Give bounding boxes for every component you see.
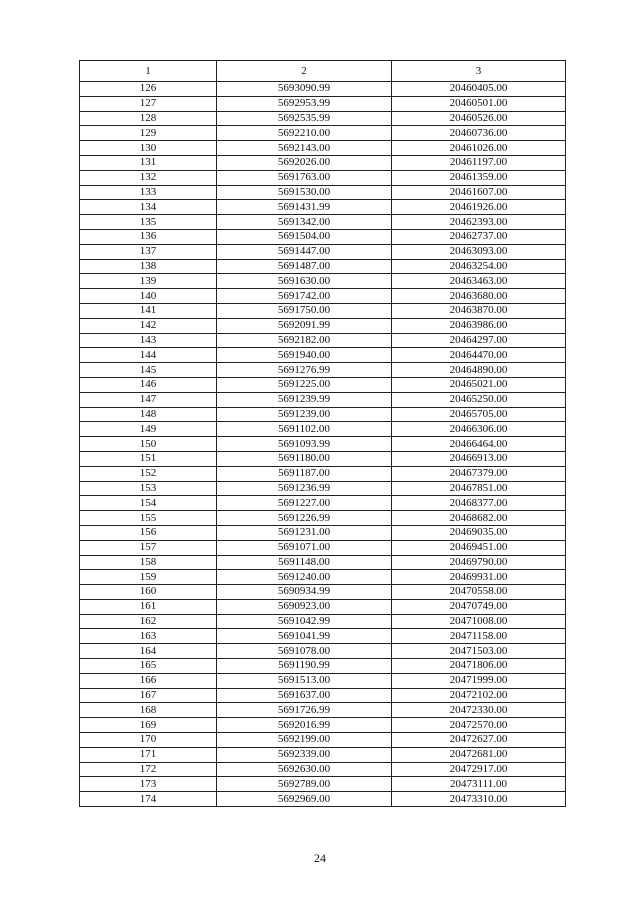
table-cell-col-2: 5691487.00 [217,259,392,274]
table-row [80,392,566,407]
column-header-1: 1 [80,61,217,82]
table-row [80,540,566,555]
table-cell-col-3: 20463986.00 [392,318,566,333]
table-row [80,96,566,111]
table-cell-col-3: 20469931.00 [392,570,566,585]
table-row [80,274,566,289]
table-row [80,733,566,748]
table-cell-col-2: 5692143.00 [217,141,392,156]
table-cell-col-1: 128 [80,111,217,126]
table-row [80,185,566,200]
page-number: 24 [314,851,326,865]
table-cell-col-3: 20461026.00 [392,141,566,156]
table-cell-col-2: 5691742.00 [217,289,392,304]
table-cell-col-1: 163 [80,629,217,644]
table-cell-col-2: 5691726.99 [217,703,392,718]
table-cell-col-2: 5691342.00 [217,215,392,230]
table-cell-col-3: 20469451.00 [392,540,566,555]
table-row [80,570,566,585]
table-cell-col-2: 5692182.00 [217,333,392,348]
table-cell-col-3: 20463870.00 [392,303,566,318]
table-row [80,762,566,777]
table-row [80,422,566,437]
table-cell-col-1: 152 [80,466,217,481]
table-cell-col-2: 5691750.00 [217,303,392,318]
table-cell-col-1: 126 [80,82,217,97]
table-row [80,111,566,126]
table-row [80,170,566,185]
table-cell-col-3: 20471806.00 [392,659,566,674]
table-cell-col-3: 20471008.00 [392,614,566,629]
table-cell-col-1: 158 [80,555,217,570]
table-row [80,792,566,807]
table-cell-col-2: 5691231.00 [217,525,392,540]
table-cell-col-2: 5691239.99 [217,392,392,407]
table-cell-col-3: 20461197.00 [392,155,566,170]
table-cell-col-3: 20465021.00 [392,377,566,392]
table-cell-col-3: 20472330.00 [392,703,566,718]
table-row [80,718,566,733]
table-cell-col-3: 20472917.00 [392,762,566,777]
table-cell-col-1: 127 [80,96,217,111]
table-row [80,555,566,570]
table-cell-col-1: 140 [80,289,217,304]
table-cell-col-1: 156 [80,525,217,540]
table-cell-col-2: 5691530.00 [217,185,392,200]
table-cell-col-1: 161 [80,599,217,614]
table-cell-col-1: 131 [80,155,217,170]
table-cell-col-3: 20463254.00 [392,259,566,274]
table-row [80,155,566,170]
table-cell-col-1: 166 [80,673,217,688]
table-cell-col-2: 5692789.00 [217,777,392,792]
table-cell-col-2: 5693090.99 [217,82,392,97]
table-cell-col-2: 5691940.00 [217,348,392,363]
table-cell-col-1: 130 [80,141,217,156]
table-cell-col-1: 141 [80,303,217,318]
table-row [80,525,566,540]
table-cell-col-3: 20465705.00 [392,407,566,422]
table-cell-col-2: 5690923.00 [217,599,392,614]
table-row [80,585,566,600]
table-cell-col-3: 20469790.00 [392,555,566,570]
table-row [80,777,566,792]
table-cell-col-1: 138 [80,259,217,274]
column-header-2: 2 [217,61,392,82]
table-row [80,200,566,215]
table-cell-col-1: 170 [80,733,217,748]
table-cell-col-2: 5691236.99 [217,481,392,496]
table-cell-col-1: 143 [80,333,217,348]
table-cell-col-1: 147 [80,392,217,407]
table-cell-col-1: 129 [80,126,217,141]
table-cell-col-1: 159 [80,570,217,585]
table-cell-col-2: 5691148.00 [217,555,392,570]
table-cell-col-3: 20460501.00 [392,96,566,111]
table-cell-col-1: 146 [80,377,217,392]
table-row [80,466,566,481]
table-cell-col-2: 5691226.99 [217,511,392,526]
table-cell-col-1: 164 [80,644,217,659]
table-row [80,215,566,230]
table-cell-col-3: 20467379.00 [392,466,566,481]
table-cell-col-1: 142 [80,318,217,333]
table-cell-col-1: 148 [80,407,217,422]
table-row [80,644,566,659]
table-cell-col-1: 134 [80,200,217,215]
table-cell-col-1: 136 [80,229,217,244]
table-cell-col-1: 135 [80,215,217,230]
table-cell-col-1: 139 [80,274,217,289]
table-cell-col-2: 5692210.00 [217,126,392,141]
table-row [80,363,566,378]
table-cell-col-1: 168 [80,703,217,718]
table-cell-col-3: 20470749.00 [392,599,566,614]
table-cell-col-3: 20462393.00 [392,215,566,230]
table-row [80,599,566,614]
table-cell-col-2: 5690934.99 [217,585,392,600]
table-cell-col-1: 137 [80,244,217,259]
table-cell-col-2: 5692016.99 [217,718,392,733]
table-cell-col-2: 5691190.99 [217,659,392,674]
table-cell-col-3: 20467851.00 [392,481,566,496]
table-cell-col-1: 172 [80,762,217,777]
table-cell-col-1: 157 [80,540,217,555]
table-cell-col-2: 5691042.99 [217,614,392,629]
table-cell-col-3: 20468377.00 [392,496,566,511]
table-row [80,259,566,274]
table-row [80,747,566,762]
table-cell-col-3: 20461607.00 [392,185,566,200]
table-row [80,673,566,688]
column-header-3: 3 [392,61,566,82]
table-cell-col-2: 5692199.00 [217,733,392,748]
table-cell-col-1: 132 [80,170,217,185]
table-cell-col-2: 5692969.00 [217,792,392,807]
table-cell-col-3: 20472102.00 [392,688,566,703]
table-cell-col-2: 5692535.99 [217,111,392,126]
table-cell-col-1: 165 [80,659,217,674]
table-cell-col-3: 20462737.00 [392,229,566,244]
table-cell-col-2: 5692953.99 [217,96,392,111]
table-row [80,318,566,333]
table-cell-col-2: 5691180.00 [217,451,392,466]
table-cell-col-3: 20463463.00 [392,274,566,289]
table-row [80,377,566,392]
table-cell-col-3: 20471158.00 [392,629,566,644]
table-cell-col-3: 20463680.00 [392,289,566,304]
table-row [80,229,566,244]
table-cell-col-3: 20470558.00 [392,585,566,600]
table-cell-col-2: 5691041.99 [217,629,392,644]
table-cell-col-3: 20466913.00 [392,451,566,466]
table-row [80,629,566,644]
table-cell-col-1: 154 [80,496,217,511]
table-cell-col-3: 20468682.00 [392,511,566,526]
table-cell-col-2: 5691763.00 [217,170,392,185]
table-row [80,407,566,422]
table-cell-col-2: 5691187.00 [217,466,392,481]
table-cell-col-2: 5692091.99 [217,318,392,333]
table-cell-col-1: 169 [80,718,217,733]
table-row [80,511,566,526]
table-cell-col-2: 5691093.99 [217,437,392,452]
table-cell-col-2: 5691431.99 [217,200,392,215]
table-cell-col-1: 162 [80,614,217,629]
table-cell-col-3: 20472681.00 [392,747,566,762]
table-body [80,82,566,807]
table-cell-col-1: 153 [80,481,217,496]
table-cell-col-3: 20466306.00 [392,422,566,437]
table-cell-col-2: 5691504.00 [217,229,392,244]
table-cell-col-1: 133 [80,185,217,200]
table-cell-col-3: 20471503.00 [392,644,566,659]
table-row [80,333,566,348]
table-row [80,451,566,466]
table-cell-col-1: 149 [80,422,217,437]
table-row [80,437,566,452]
table-row [80,289,566,304]
table-cell-col-3: 20460405.00 [392,82,566,97]
table-cell-col-3: 20461926.00 [392,200,566,215]
table-cell-col-3: 20463093.00 [392,244,566,259]
table-row [80,82,566,97]
table-cell-col-2: 5692630.00 [217,762,392,777]
table-row [80,481,566,496]
table-row [80,496,566,511]
table-header-row [80,61,566,82]
table-cell-col-2: 5691102.00 [217,422,392,437]
table-cell-col-2: 5691239.00 [217,407,392,422]
table-row [80,688,566,703]
table-cell-col-3: 20469035.00 [392,525,566,540]
table-cell-col-2: 5692339.00 [217,747,392,762]
table-cell-col-2: 5691078.00 [217,644,392,659]
table-cell-col-2: 5691637.00 [217,688,392,703]
table-cell-col-2: 5691240.00 [217,570,392,585]
table-cell-col-1: 167 [80,688,217,703]
table-cell-col-2: 5691447.00 [217,244,392,259]
table-row [80,126,566,141]
table-row [80,614,566,629]
table-cell-col-2: 5692026.00 [217,155,392,170]
table-row [80,303,566,318]
table-cell-col-3: 20460736.00 [392,126,566,141]
table-cell-col-2: 5691630.00 [217,274,392,289]
table-cell-col-1: 150 [80,437,217,452]
table-cell-col-3: 20466464.00 [392,437,566,452]
table-row [80,348,566,363]
table-row [80,141,566,156]
table-cell-col-3: 20473310.00 [392,792,566,807]
table-cell-col-3: 20464470.00 [392,348,566,363]
table-cell-col-3: 20472570.00 [392,718,566,733]
table-row [80,244,566,259]
table-cell-col-3: 20473111.00 [392,777,566,792]
table-cell-col-3: 20472627.00 [392,733,566,748]
table-cell-col-1: 145 [80,363,217,378]
table-cell-col-2: 5691276.99 [217,363,392,378]
table-cell-col-1: 144 [80,348,217,363]
table-cell-col-1: 151 [80,451,217,466]
table-row [80,703,566,718]
table-row [80,659,566,674]
coordinates-table [79,60,566,807]
table-cell-col-1: 160 [80,585,217,600]
table-cell-col-3: 20465250.00 [392,392,566,407]
table-cell-col-1: 155 [80,511,217,526]
table-cell-col-2: 5691225.00 [217,377,392,392]
table-cell-col-1: 174 [80,792,217,807]
table-cell-col-2: 5691513.00 [217,673,392,688]
table-cell-col-1: 173 [80,777,217,792]
table-cell-col-3: 20464297.00 [392,333,566,348]
table-cell-col-3: 20460526.00 [392,111,566,126]
table-cell-col-3: 20471999.00 [392,673,566,688]
table-cell-col-3: 20461359.00 [392,170,566,185]
table-cell-col-3: 20464890.00 [392,363,566,378]
table-cell-col-2: 5691071.00 [217,540,392,555]
table-cell-col-1: 171 [80,747,217,762]
table-cell-col-2: 5691227.00 [217,496,392,511]
